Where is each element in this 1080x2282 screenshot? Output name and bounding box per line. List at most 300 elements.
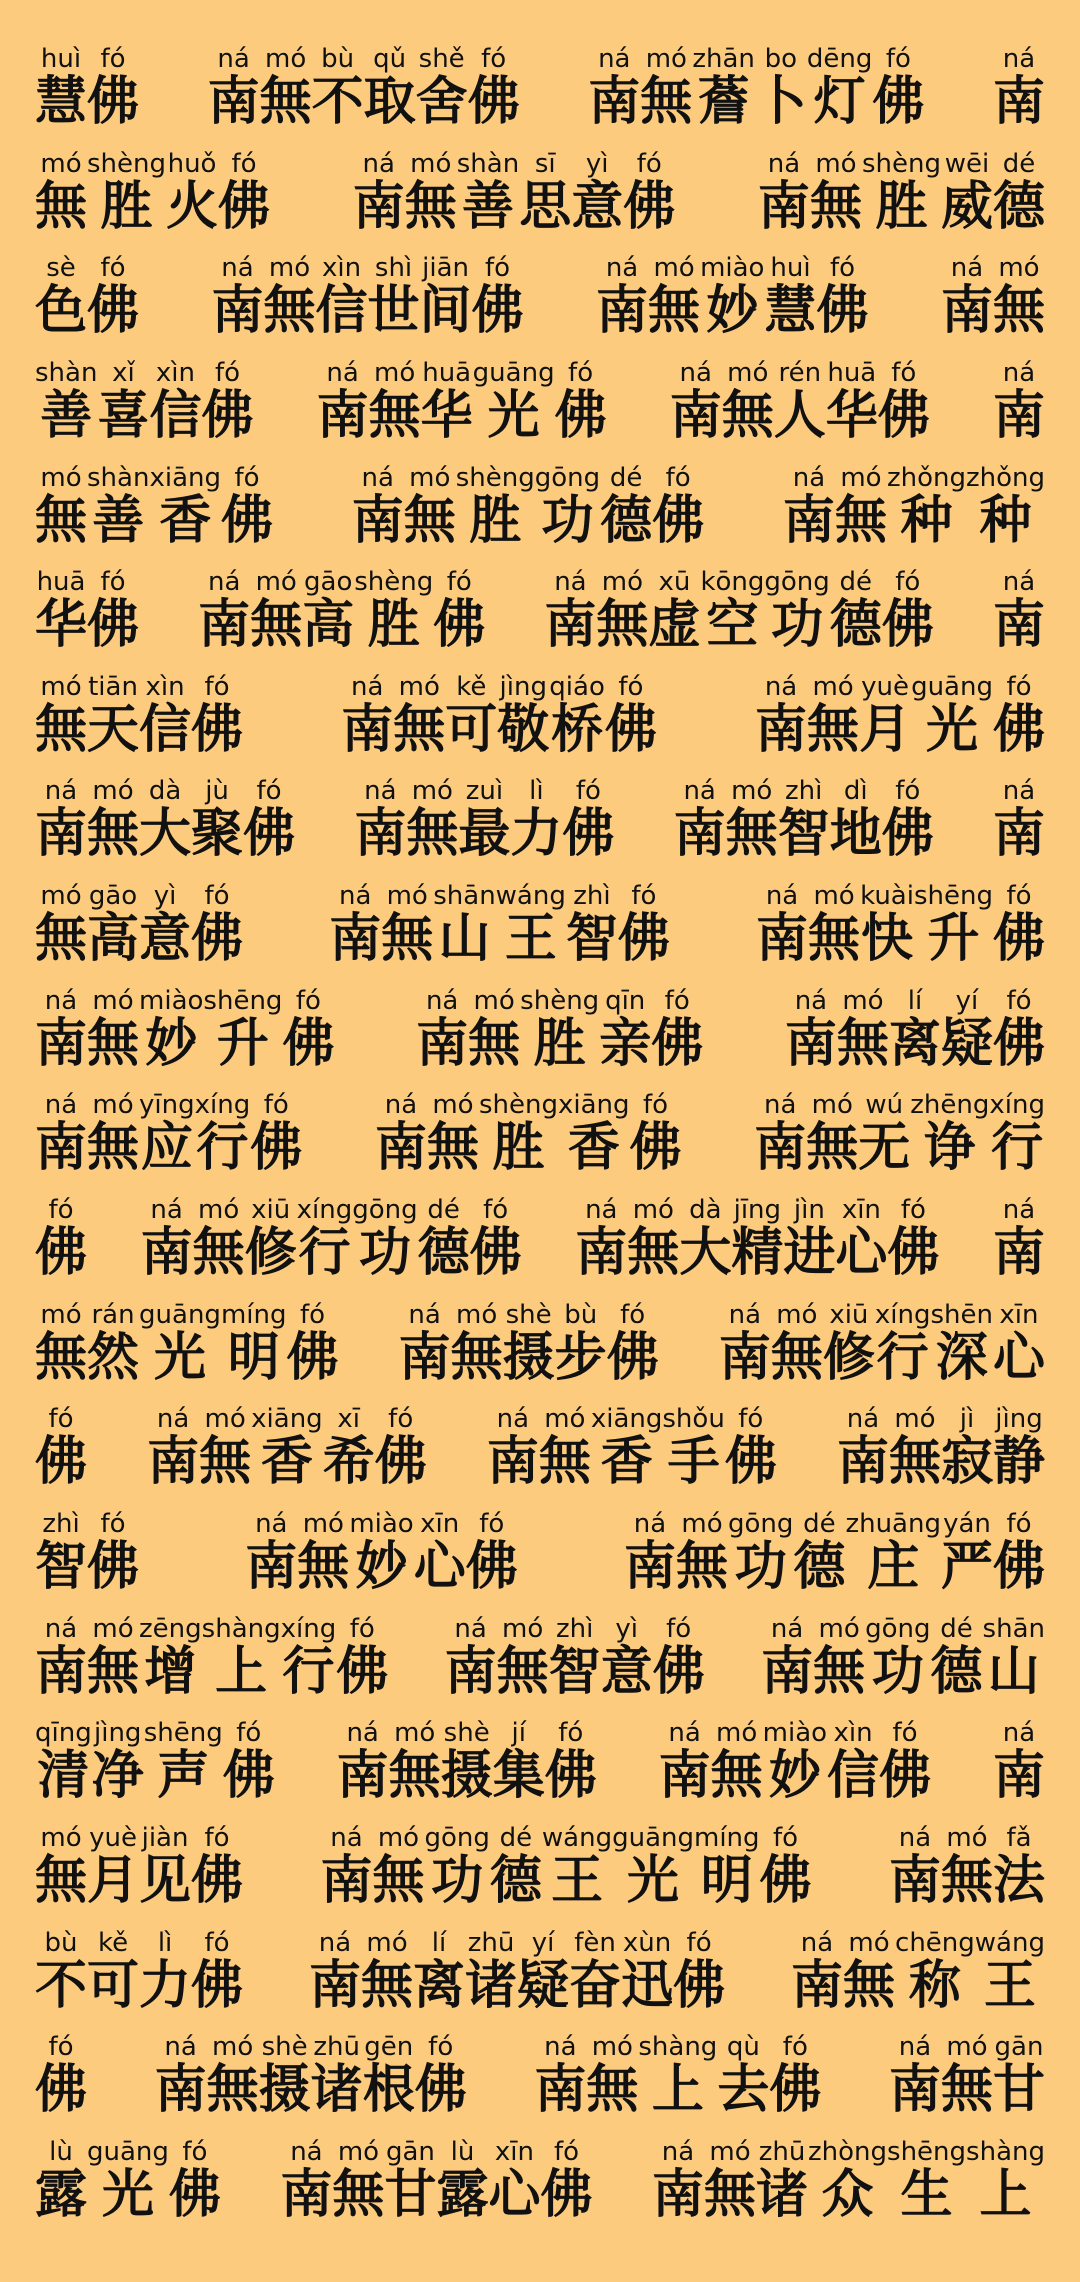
buddha-name-group bbox=[35, 1195, 88, 1284]
hanzi: 無 bbox=[496, 1641, 549, 1702]
hanzi: 喜 bbox=[97, 385, 150, 446]
hanzi: 行 bbox=[876, 1327, 929, 1388]
hanzi: 王 bbox=[550, 1850, 603, 1911]
syllable bbox=[341, 672, 393, 758]
hanzi: 無 bbox=[834, 490, 887, 551]
buddha-name-group bbox=[309, 1928, 725, 2014]
syllable bbox=[488, 2137, 540, 2223]
syllable bbox=[605, 672, 657, 758]
syllable bbox=[309, 1928, 361, 2014]
syllable bbox=[837, 986, 889, 1072]
syllable bbox=[367, 253, 420, 342]
pinyin: gōng bbox=[865, 1613, 931, 1644]
hanzi: 大 bbox=[139, 804, 192, 865]
syllable bbox=[154, 2032, 207, 2121]
hanzi: 功 bbox=[734, 1536, 787, 1597]
hanzi: 無 bbox=[206, 2060, 259, 2121]
hanzi: 灯 bbox=[813, 72, 866, 132]
syllable bbox=[139, 881, 192, 970]
hanzi: 甘 bbox=[384, 2164, 437, 2225]
pinyin: yán bbox=[943, 1508, 991, 1539]
hanzi: 南 bbox=[198, 595, 251, 656]
syllable bbox=[192, 1195, 245, 1284]
pinyin: shè bbox=[443, 1718, 490, 1749]
pinyin: gōng bbox=[764, 567, 830, 598]
hanzi: 薝 bbox=[697, 72, 750, 132]
pinyin: zhū bbox=[758, 2136, 806, 2167]
hanzi: 功 bbox=[771, 595, 824, 656]
hanzi: 南 bbox=[992, 595, 1045, 656]
hanzi: 無 bbox=[676, 1536, 729, 1597]
syllable bbox=[761, 1614, 813, 1700]
hanzi: 佛 bbox=[879, 1746, 932, 1807]
hanzi: 南 bbox=[140, 1223, 193, 1284]
hanzi: 佛 bbox=[652, 490, 705, 551]
pinyin: shàn bbox=[456, 148, 520, 179]
pinyin: jiàn bbox=[141, 1822, 189, 1853]
hanzi: 光 bbox=[487, 385, 540, 446]
syllable bbox=[607, 1300, 659, 1386]
syllable bbox=[191, 1823, 243, 1909]
pinyin: dēng bbox=[806, 44, 873, 74]
buddha-name-group bbox=[399, 1300, 659, 1386]
hanzi: 佛 bbox=[992, 1013, 1045, 1074]
pinyin: shè bbox=[505, 1299, 552, 1330]
hanzi: 無 bbox=[940, 1850, 993, 1911]
hanzi: 妙 bbox=[355, 1536, 408, 1597]
buddha-name-group bbox=[35, 1614, 388, 1700]
hanzi: 佛 bbox=[759, 1850, 812, 1911]
pinyin: fó bbox=[48, 2032, 74, 2063]
syllable bbox=[913, 881, 993, 970]
hanzi: 佛 bbox=[243, 804, 296, 865]
buddha-name-group bbox=[35, 253, 140, 342]
hanzi: 种 bbox=[979, 490, 1032, 551]
pinyin: ná bbox=[351, 671, 384, 702]
syllable bbox=[940, 1404, 993, 1493]
hanzi: 高 bbox=[87, 909, 140, 970]
hanzi: 佛 bbox=[87, 1536, 140, 1597]
buddha-name-group bbox=[374, 1090, 682, 1179]
syllable bbox=[35, 358, 97, 444]
pinyin: zhēng bbox=[910, 1090, 990, 1121]
syllable bbox=[621, 1928, 673, 2014]
pinyin: zhū bbox=[313, 2032, 360, 2063]
hanzi: 见 bbox=[139, 1850, 192, 1911]
syllable bbox=[416, 44, 468, 130]
pinyin: ná bbox=[207, 567, 241, 598]
pinyin: mó bbox=[198, 1195, 240, 1226]
hanzi: 光 bbox=[627, 1850, 680, 1911]
syllable bbox=[586, 2032, 639, 2121]
syllable bbox=[569, 1928, 621, 2014]
hanzi: 香 bbox=[567, 1118, 620, 1179]
pinyin: jìng bbox=[499, 671, 547, 702]
verse-row bbox=[35, 1928, 1045, 2033]
syllable bbox=[393, 672, 445, 758]
syllable bbox=[557, 1090, 630, 1179]
pinyin: ná bbox=[1002, 1195, 1036, 1226]
pinyin: ná bbox=[554, 567, 587, 598]
pinyin: mó bbox=[40, 1299, 82, 1330]
pinyin: xíng bbox=[280, 1613, 337, 1644]
pinyin: ná bbox=[1002, 44, 1036, 74]
syllable bbox=[535, 463, 600, 549]
hanzi: 诤 bbox=[923, 1118, 976, 1179]
hanzi: 南 bbox=[320, 1850, 373, 1911]
syllable bbox=[296, 1195, 353, 1284]
syllable bbox=[813, 1614, 865, 1700]
hanzi: 無 bbox=[404, 176, 457, 237]
pinyin: fèn bbox=[574, 1927, 616, 1958]
buddha-name-group bbox=[352, 463, 704, 549]
syllable bbox=[865, 1614, 930, 1700]
pinyin: huā bbox=[422, 357, 472, 388]
syllable bbox=[565, 881, 618, 970]
pinyin: mó bbox=[386, 881, 428, 912]
hanzi: 南 bbox=[341, 699, 394, 760]
hanzi: 疑 bbox=[940, 1013, 993, 1074]
syllable bbox=[139, 986, 203, 1072]
hanzi: 南 bbox=[329, 909, 382, 970]
buddha-name-group bbox=[35, 44, 139, 130]
pinyin: ná bbox=[44, 1090, 78, 1121]
hanzi: 王 bbox=[504, 909, 557, 970]
pinyin: ná bbox=[764, 671, 798, 702]
syllable bbox=[87, 1090, 140, 1179]
syllable bbox=[87, 149, 166, 235]
syllable bbox=[440, 1718, 493, 1807]
pinyin: kōng bbox=[700, 567, 765, 598]
syllable bbox=[517, 1928, 569, 2014]
pinyin: mó bbox=[946, 1822, 988, 1853]
syllable bbox=[601, 1614, 653, 1700]
buddha-name-group bbox=[992, 1718, 1045, 1807]
syllable bbox=[764, 253, 817, 342]
pinyin: ná bbox=[1002, 1718, 1036, 1749]
syllable bbox=[281, 1614, 337, 1700]
hanzi: 胜 bbox=[367, 595, 420, 656]
hanzi: 南 bbox=[351, 490, 404, 551]
pinyin: fó bbox=[100, 1508, 126, 1539]
pinyin: ná bbox=[633, 1508, 667, 1539]
syllable bbox=[755, 672, 807, 758]
pinyin: mó bbox=[709, 2136, 751, 2167]
syllable bbox=[993, 672, 1045, 758]
hanzi: 無 bbox=[381, 909, 434, 970]
pinyin: lù bbox=[450, 2136, 475, 2167]
buddha-name-group bbox=[652, 2137, 1045, 2223]
pinyin: lí bbox=[907, 985, 923, 1016]
syllable bbox=[260, 44, 312, 130]
pinyin: ná bbox=[44, 985, 78, 1016]
hanzi: 南 bbox=[651, 2164, 704, 2225]
syllable bbox=[421, 358, 473, 444]
syllable bbox=[887, 2137, 966, 2223]
hanzi: 佛 bbox=[222, 1746, 275, 1807]
syllable bbox=[87, 1614, 139, 1700]
pinyin: yuè bbox=[89, 1822, 137, 1853]
hanzi: 無 bbox=[360, 1955, 413, 2016]
pinyin: xíng bbox=[194, 1090, 251, 1121]
syllable bbox=[930, 1300, 993, 1386]
syllable bbox=[384, 2137, 436, 2223]
syllable bbox=[332, 2137, 384, 2223]
syllable bbox=[35, 567, 88, 656]
buddha-name-group bbox=[35, 2032, 88, 2121]
hanzi: 行 bbox=[196, 1118, 249, 1179]
pinyin: lì bbox=[529, 776, 544, 807]
buddha-name-group bbox=[992, 776, 1045, 865]
pinyin: shān bbox=[982, 1613, 1045, 1644]
syllable bbox=[791, 1928, 843, 2014]
buddha-name-group bbox=[140, 1195, 522, 1284]
pinyin: fó bbox=[485, 253, 511, 284]
buddha-name-group bbox=[245, 1509, 517, 1595]
syllable bbox=[473, 358, 555, 444]
pinyin: bù bbox=[44, 1927, 78, 1958]
hanzi: 佛 bbox=[218, 176, 271, 237]
buddha-name-group bbox=[320, 1823, 811, 1909]
pinyin: qù bbox=[726, 2032, 760, 2063]
hanzi: 增 bbox=[144, 1641, 197, 1702]
pinyin: jù bbox=[205, 776, 229, 807]
pinyin: miào bbox=[762, 1718, 828, 1749]
hanzi: 南 bbox=[992, 804, 1045, 865]
hanzi: 手 bbox=[667, 1432, 720, 1493]
hanzi: 声 bbox=[157, 1746, 210, 1807]
pinyin: fó bbox=[829, 253, 855, 284]
syllable bbox=[317, 358, 369, 444]
buddha-name-group bbox=[329, 881, 670, 970]
hanzi: 心 bbox=[992, 1327, 1045, 1388]
syllable bbox=[575, 1195, 628, 1284]
hanzi: 王 bbox=[983, 1955, 1036, 2016]
syllable bbox=[35, 1090, 88, 1179]
syllable bbox=[191, 881, 244, 970]
hanzi: 南 bbox=[888, 2060, 941, 2121]
syllable bbox=[87, 567, 140, 656]
hanzi: 無 bbox=[87, 804, 140, 865]
syllable bbox=[889, 986, 941, 1072]
syllable bbox=[139, 776, 192, 865]
syllable bbox=[771, 1300, 823, 1386]
syllable bbox=[199, 1404, 252, 1493]
hanzi: 南 bbox=[782, 490, 835, 551]
syllable bbox=[478, 1090, 558, 1179]
syllable bbox=[433, 881, 496, 970]
pinyin: zhū bbox=[467, 1927, 515, 1958]
syllable bbox=[992, 1195, 1045, 1284]
pinyin: guāng bbox=[87, 2136, 169, 2167]
hanzi: 無 bbox=[640, 72, 693, 132]
syllable bbox=[147, 1404, 200, 1493]
syllable bbox=[816, 253, 869, 342]
syllable bbox=[424, 1823, 489, 1909]
syllable bbox=[872, 44, 924, 130]
verse-row bbox=[35, 149, 1045, 254]
hanzi: 南 bbox=[211, 281, 264, 342]
buddha-name-group bbox=[588, 44, 924, 130]
pinyin: fó bbox=[349, 1613, 375, 1644]
pinyin: yí bbox=[955, 985, 979, 1016]
hanzi: 胜 bbox=[492, 1118, 545, 1179]
syllable bbox=[416, 986, 468, 1072]
buddha-name-group bbox=[35, 463, 273, 549]
hanzi: 南 bbox=[416, 1013, 469, 1074]
syllable bbox=[888, 2032, 941, 2121]
syllable bbox=[211, 253, 264, 342]
pinyin: fó bbox=[204, 881, 230, 912]
hanzi: 南 bbox=[374, 1118, 427, 1179]
pinyin: shàng bbox=[201, 1613, 281, 1644]
hanzi: 南 bbox=[992, 72, 1045, 132]
hanzi: 無 bbox=[721, 385, 774, 446]
syllable bbox=[451, 1300, 503, 1386]
syllable bbox=[910, 1090, 990, 1179]
syllable bbox=[600, 463, 652, 549]
pinyin: shàn bbox=[87, 462, 150, 493]
verse-row bbox=[35, 1090, 1045, 1195]
syllable bbox=[486, 1404, 539, 1493]
hanzi: 佛 bbox=[816, 281, 869, 342]
pinyin: mó bbox=[40, 1822, 82, 1853]
buddha-name-group bbox=[992, 567, 1045, 656]
syllable bbox=[700, 253, 765, 342]
hanzi: 佛 bbox=[992, 1536, 1045, 1597]
syllable bbox=[966, 2137, 1045, 2223]
hanzi: 信 bbox=[827, 1746, 880, 1807]
hanzi: 無 bbox=[35, 1850, 88, 1911]
pinyin: fó bbox=[263, 1090, 289, 1121]
syllable bbox=[87, 672, 139, 758]
pinyin: shèng bbox=[861, 148, 941, 179]
hanzi: 净 bbox=[91, 1746, 144, 1807]
hanzi: 無 bbox=[35, 699, 88, 760]
pinyin: shàng bbox=[638, 2032, 718, 2063]
pinyin: jiān bbox=[422, 253, 469, 284]
pinyin: ná bbox=[800, 1927, 834, 1958]
pinyin: mó bbox=[731, 776, 773, 807]
pinyin: ná bbox=[156, 1404, 190, 1435]
hanzi: 佛 bbox=[201, 385, 254, 446]
pinyin: xiāng bbox=[251, 1404, 323, 1435]
pinyin: mó bbox=[645, 44, 687, 74]
pinyin: fó bbox=[558, 1718, 584, 1749]
verse-row bbox=[35, 1614, 1045, 1719]
pinyin: fó bbox=[100, 253, 126, 284]
hanzi: 佛 bbox=[540, 2164, 593, 2225]
hanzi: 严 bbox=[940, 1536, 993, 1597]
syllable bbox=[755, 44, 807, 130]
pinyin: zhuāng bbox=[845, 1508, 941, 1539]
hanzi: 南 bbox=[35, 1118, 88, 1179]
pinyin: ná bbox=[846, 1404, 880, 1435]
pinyin: mó bbox=[212, 2032, 254, 2063]
pinyin: guāng bbox=[911, 671, 993, 702]
syllable bbox=[381, 881, 434, 970]
pinyin: shèng bbox=[455, 462, 535, 493]
hanzi: 南 bbox=[992, 1746, 1045, 1807]
hanzi: 南 bbox=[154, 2060, 207, 2121]
syllable bbox=[139, 1928, 191, 2014]
pinyin: mó bbox=[591, 2032, 633, 2063]
hanzi: 南 bbox=[575, 1223, 628, 1284]
hanzi: 南 bbox=[35, 1013, 88, 1074]
pinyin: dé bbox=[940, 1613, 973, 1644]
pinyin: xīn bbox=[420, 1508, 460, 1539]
syllable bbox=[35, 2137, 87, 2223]
hanzi: 南 bbox=[35, 804, 88, 865]
hanzi: 佛 bbox=[469, 1223, 522, 1284]
syllable bbox=[243, 776, 296, 865]
hanzi: 無 bbox=[332, 2164, 385, 2225]
buddha-name-group bbox=[147, 1404, 427, 1493]
buddha-name-group bbox=[35, 567, 140, 656]
hanzi: 佛 bbox=[87, 281, 140, 342]
syllable bbox=[992, 253, 1045, 342]
syllable bbox=[87, 463, 149, 549]
syllable bbox=[280, 2137, 332, 2223]
hanzi: 善 bbox=[92, 490, 145, 551]
hanzi: 露 bbox=[35, 2164, 88, 2225]
pinyin: miào bbox=[700, 253, 765, 284]
hanzi: 虚 bbox=[648, 595, 701, 656]
syllable bbox=[769, 2032, 822, 2121]
syllable bbox=[983, 1614, 1045, 1700]
syllable bbox=[754, 1090, 807, 1179]
buddha-name-group bbox=[35, 881, 244, 970]
hanzi: 心 bbox=[488, 2164, 541, 2225]
pinyin: fó bbox=[620, 1299, 646, 1330]
syllable bbox=[468, 986, 520, 1072]
pinyin: fó bbox=[479, 1508, 505, 1539]
syllable bbox=[652, 463, 704, 549]
pinyin: jìng bbox=[94, 1718, 142, 1749]
hanzi: 深 bbox=[935, 1327, 988, 1388]
hanzi: 德 bbox=[600, 490, 653, 551]
hanzi: 無 bbox=[808, 909, 861, 970]
pinyin: dà bbox=[148, 776, 182, 807]
buddha-name-group bbox=[35, 1300, 339, 1386]
syllable bbox=[191, 1928, 243, 2014]
pinyin: fó bbox=[204, 1927, 230, 1958]
syllable bbox=[369, 358, 421, 444]
syllable bbox=[940, 253, 993, 342]
hanzi: 桥 bbox=[551, 699, 604, 760]
syllable bbox=[823, 1300, 875, 1386]
syllable bbox=[993, 149, 1045, 235]
hanzi: 南 bbox=[718, 1327, 771, 1388]
pinyin: jí bbox=[511, 1718, 526, 1749]
pinyin: mó bbox=[727, 357, 769, 388]
pinyin: gāo bbox=[304, 567, 353, 598]
syllable bbox=[191, 672, 243, 758]
hanzi: 庄 bbox=[867, 1536, 920, 1597]
hanzi: 胜 bbox=[469, 490, 522, 551]
syllable bbox=[149, 358, 201, 444]
pinyin: gān bbox=[994, 2032, 1044, 2063]
syllable bbox=[785, 986, 837, 1072]
buddha-name-group bbox=[35, 1928, 243, 2014]
hanzi: 無 bbox=[403, 490, 456, 551]
syllable bbox=[364, 44, 416, 130]
hanzi: 色 bbox=[35, 281, 88, 342]
hanzi: 南 bbox=[596, 281, 649, 342]
hanzi: 修 bbox=[822, 1327, 875, 1388]
syllable bbox=[835, 1195, 888, 1284]
hanzi: 佛 bbox=[629, 1118, 682, 1179]
